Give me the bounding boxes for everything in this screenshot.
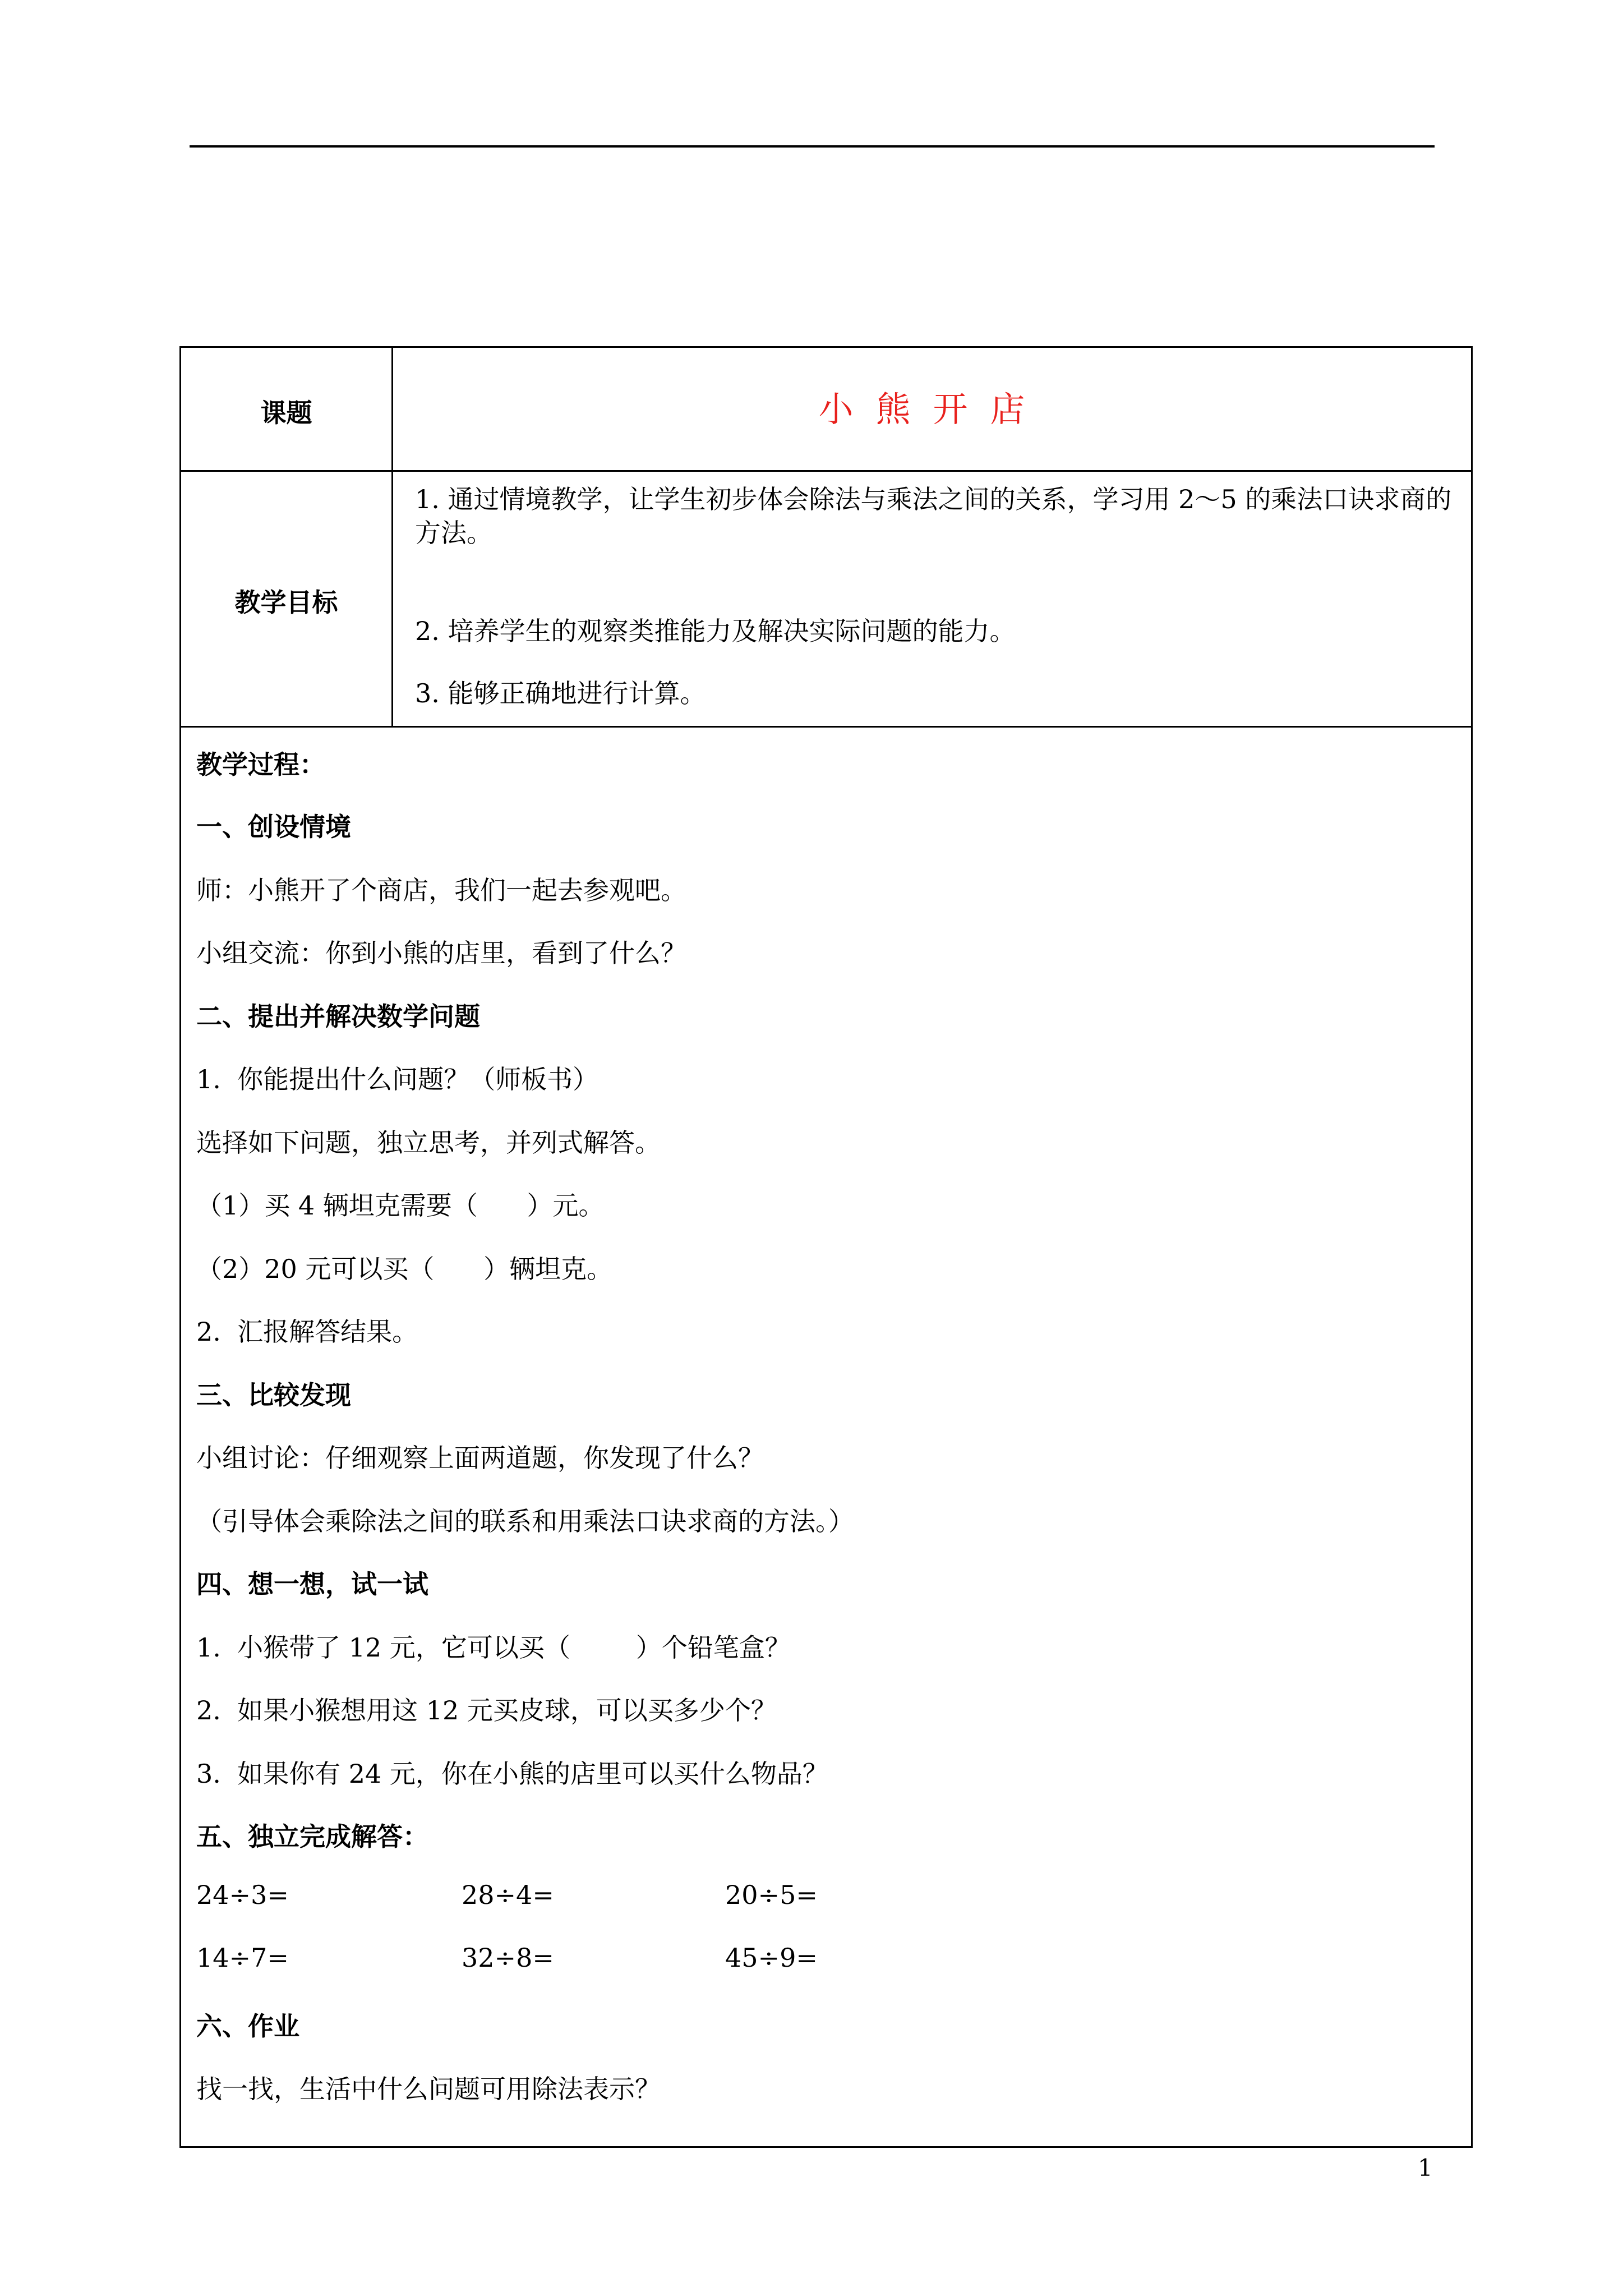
equation: 45÷9= bbox=[725, 1943, 818, 1973]
equation: 20÷5= bbox=[725, 1880, 818, 1910]
header-rule bbox=[190, 145, 1435, 148]
section-2-line-3: （1）买 4 辆坦克需要（ ）元。 bbox=[196, 1190, 605, 1221]
section-4-line-2: 2. 如果小猴想用这 12 元买皮球，可以买多少个？ bbox=[196, 1695, 777, 1726]
row-divider-2 bbox=[181, 726, 1471, 728]
section-1-line-1: 师：小熊开了个商店，我们一起去参观吧。 bbox=[196, 875, 686, 905]
objectives-label: 教学目标 bbox=[234, 587, 338, 618]
equation: 28÷4= bbox=[462, 1880, 554, 1910]
section-1-line-2: 小组交流：你到小熊的店里，看到了什么？ bbox=[196, 938, 686, 968]
section-1-title: 一、创设情境 bbox=[196, 812, 351, 842]
section-4-title: 四、想一想，试一试 bbox=[196, 1569, 428, 1599]
section-2-line-1: 1. 你能提出什么问题？（师板书） bbox=[196, 1064, 599, 1094]
section-4-line-1: 1. 小猴带了 12 元，它可以买（ ）个铅笔盒？ bbox=[196, 1632, 791, 1663]
section-3-title: 三、比较发现 bbox=[196, 1380, 351, 1410]
section-2-title: 二、提出并解决数学问题 bbox=[196, 1001, 480, 1032]
page-number: 1 bbox=[1418, 2154, 1433, 2182]
process-heading: 教学过程： bbox=[196, 749, 325, 780]
section-3-line-2: （引导体会乘除法之间的联系和用乘法口诀求商的方法。） bbox=[196, 1506, 854, 1536]
topic-label: 课题 bbox=[260, 398, 312, 428]
section-6-title: 六、作业 bbox=[196, 2011, 299, 2041]
section-3-line-1: 小组讨论：仔细观察上面两道题，你发现了什么？ bbox=[196, 1443, 764, 1473]
equation: 14÷7= bbox=[196, 1943, 289, 1973]
section-5-title: 五、独立完成解答： bbox=[196, 1821, 428, 1852]
section-6-line-1: 找一找，生活中什么问题可用除法表示？ bbox=[196, 2074, 661, 2104]
section-2-line-4: （2）20 元可以买（ ）辆坦克。 bbox=[196, 1254, 613, 1284]
objective-1: 1. 通过情境教学，让学生初步体会除法与乘法之间的关系，学习用 2～5 的乘法口诀求商的方法。 bbox=[415, 484, 1452, 548]
section-2-line-2: 选择如下问题，独立思考，并列式解答。 bbox=[196, 1128, 661, 1158]
section-4-line-3: 3. 如果你有 24 元，你在小熊的店里可以买什么物品？ bbox=[196, 1759, 828, 1789]
row-divider-1 bbox=[181, 470, 1471, 472]
equation: 24÷3= bbox=[196, 1880, 289, 1910]
objective-3: 3. 能够正确地进行计算。 bbox=[415, 678, 706, 708]
objective-2: 2. 培养学生的观察类推能力及解决实际问题的能力。 bbox=[415, 616, 1016, 646]
lesson-plan-table bbox=[179, 346, 1473, 2148]
equation: 32÷8= bbox=[462, 1943, 554, 1973]
lesson-title: 小熊开店 bbox=[818, 389, 1048, 430]
section-2-line-5: 2. 汇报解答结果。 bbox=[196, 1317, 418, 1347]
